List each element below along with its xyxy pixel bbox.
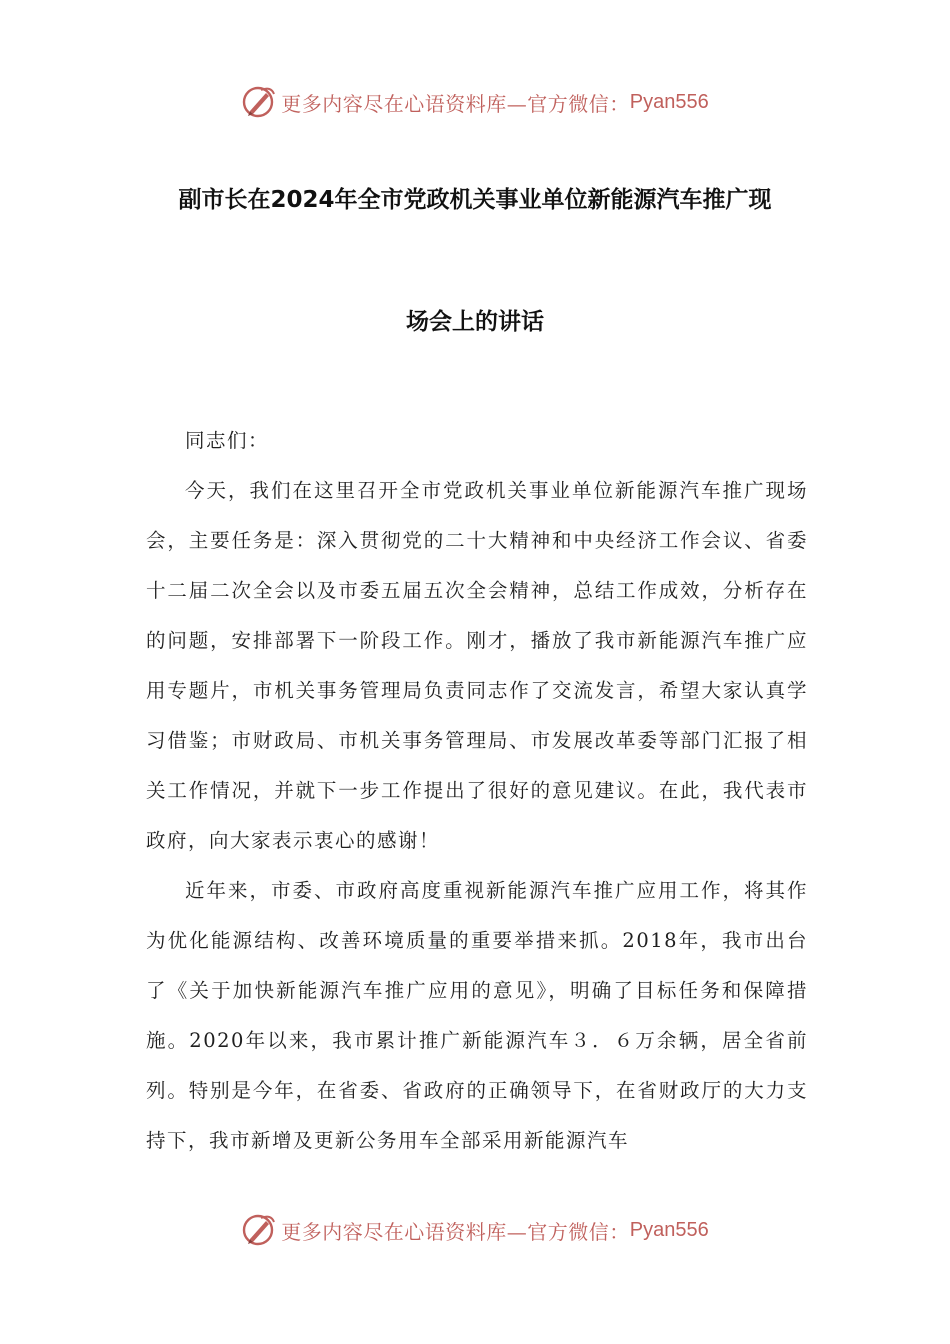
header-banner-handle: Pyan556 [629, 90, 709, 113]
pen-logo-icon [241, 1212, 277, 1248]
paragraph-1: 今天，我们在这里召开全市党政机关事业单位新能源汽车推广现场会，主要任务是：深入贯彻党的二十大精神和中央经济工作会议、省委十二届二次全会以及市委五届五次全会精神，总结工作成效，分析存在的问题，安排部署下一阶段工作。刚才，播放了我市新能源汽车推广应用专题片，市机关事务管理局负责同志作了交流发言，希望大家认真学习借鉴；市财政局、市机关事务管理局、市发展改革委等部门汇报了相关工作情况，并就下一步工作提出了很好的意见建议。在此，我代表市政府，向大家表示衷心的感谢！ [146, 479, 808, 852]
footer-banner-text: 更多内容尽在心语资料库—官方微信： [281, 1219, 630, 1244]
document-title-line-2: 场会上的讲话 [406, 309, 544, 335]
header-banner [0, 82, 950, 122]
footer-banner [0, 1210, 950, 1250]
paragraph-2: 近年来，市委、市政府高度重视新能源汽车推广应用工作，将其作为优化能源结构、改善环境质量的重要举措来抓。2018年，我市出台了《关于加快新能源汽车推广应用的意见》，明确了目标任务和保障措施。2020年以来，我市累计推广新能源汽车３．６万余辆，居全省前列。特别是今年，在省委、省政府的正确领导下，在省财政厅的大力支持下，我市新增及更新公务用车全部采用新能源汽车 [146, 879, 808, 1152]
document-title-line-1: 副市长在2024年全市党政机关事业单位新能源汽车推广现 [178, 187, 772, 213]
header-banner-text: 更多内容尽在心语资料库—官方微信： [281, 91, 630, 116]
footer-banner-handle: Pyan556 [629, 1218, 709, 1241]
speech-body [146, 416, 808, 1166]
greeting: 同志们： [185, 429, 270, 452]
pen-logo-icon [241, 84, 277, 120]
